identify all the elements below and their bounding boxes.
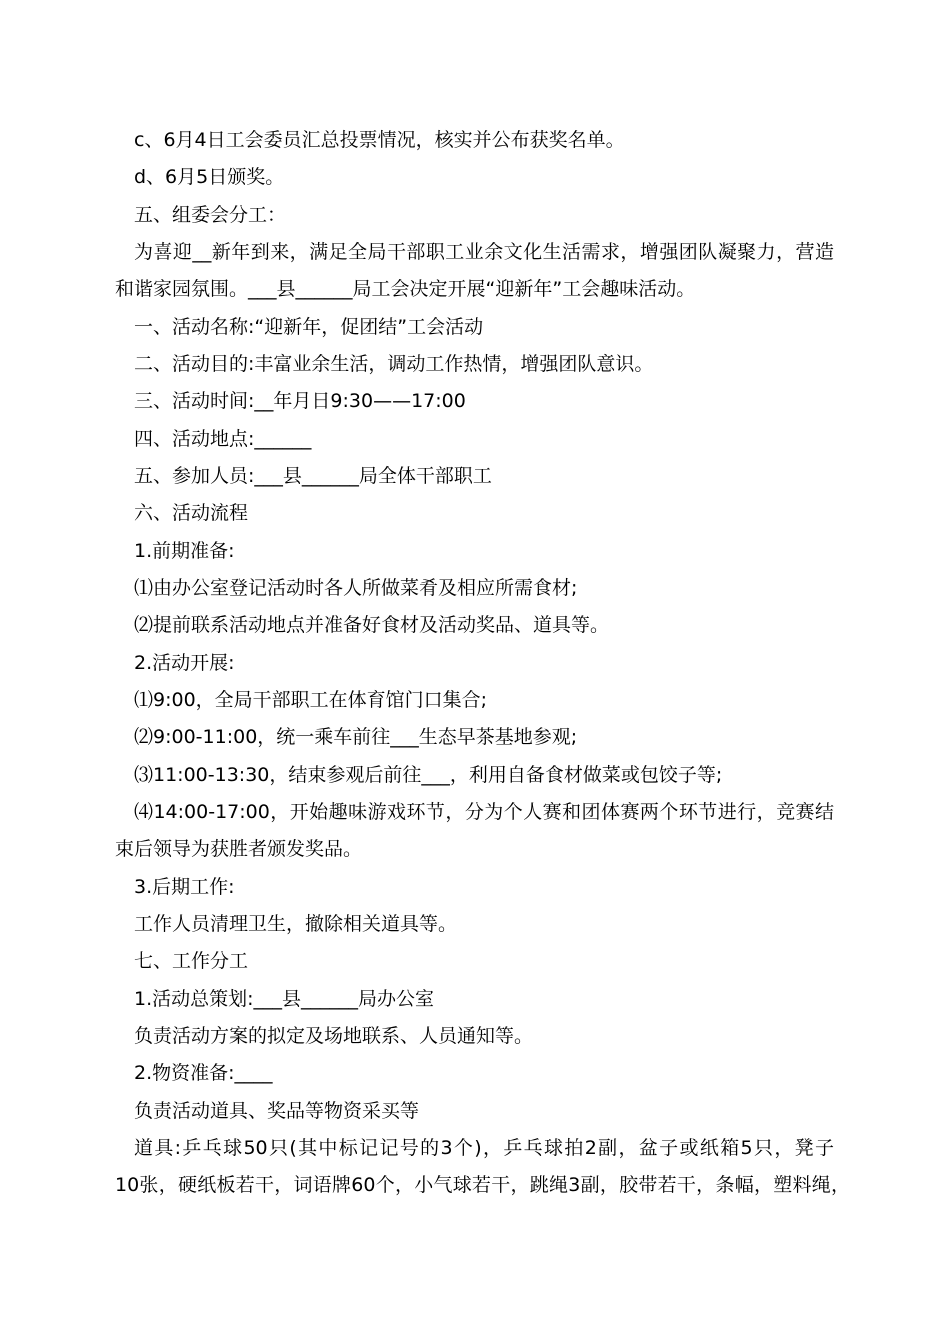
text-line: 为喜迎__新年到来，满足全局干部职工业余文化生活需求，增强团队凝聚力，营造 bbox=[134, 241, 834, 263]
text-line: 工作人员清理卫生，撤除相关道具等。 bbox=[134, 913, 458, 935]
list-item: ⑴9:00，全局干部职工在体育馆门口集合; bbox=[134, 689, 488, 711]
section-heading: 五、参加人员:___县______局全体干部职工 bbox=[134, 465, 492, 487]
subsection-heading: 3.后期工作: bbox=[134, 876, 235, 898]
text-line: 和谐家园氛围。___县______局工会决定开展“迎新年”工会趣味活动。 bbox=[115, 278, 696, 300]
subsection-heading: 1.活动总策划:___县______局办公室 bbox=[134, 988, 435, 1010]
text-line: 负责活动道具、奖品等物资采买等 bbox=[134, 1100, 420, 1122]
section-heading: 五、组委会分工： bbox=[134, 204, 287, 226]
section-heading: 七、工作分工 bbox=[134, 950, 249, 972]
text-line: 负责活动方案的拟定及场地联系、人员通知等。 bbox=[134, 1025, 534, 1047]
list-item: ⑵9:00-11:00，统一乘车前往___生态早茶基地参观; bbox=[134, 726, 578, 748]
text-line: d、6月5日颁奖。 bbox=[134, 166, 285, 188]
section-heading: 三、活动时间:__年月日9:30——17:00 bbox=[134, 390, 466, 412]
text-line: 束后领导为获胜者颁发奖品。 bbox=[115, 838, 363, 860]
subsection-heading: 1.前期准备: bbox=[134, 540, 235, 562]
list-item: ⑵提前联系活动地点并准备好食材及活动奖品、道具等。 bbox=[134, 614, 610, 636]
section-heading: 一、活动名称:“迎新年，促团结”工会活动 bbox=[134, 316, 484, 338]
list-item: ⑷14:00-17:00，开始趣味游戏环节，分为个人赛和团体赛两个环节进行，竞赛结 bbox=[134, 801, 834, 823]
list-item: ⑴由办公室登记活动时各人所做菜肴及相应所需食材; bbox=[134, 577, 578, 599]
text-line: c、6月4日工会委员汇总投票情况，核实并公布获奖名单。 bbox=[134, 129, 625, 151]
section-heading: 二、活动目的:丰富业余生活，调动工作热情，增强团队意识。 bbox=[134, 353, 654, 375]
text-line: 10张，硬纸板若干，词语牌60个，小气球若干，跳绳3副，胶带若干，条幅，塑料绳， bbox=[115, 1174, 850, 1196]
subsection-heading: 2.物资准备:____ bbox=[134, 1062, 273, 1084]
section-heading: 六、活动流程 bbox=[134, 502, 249, 524]
text-line: 道具:乒乓球50只(其中标记记号的3个)，乒乓球拍2副，盆子或纸箱5只，凳子 bbox=[134, 1137, 834, 1159]
section-heading: 四、活动地点:______ bbox=[134, 428, 312, 450]
list-item: ⑶11:00-13:30，结束参观后前往___，利用自备食材做菜或包饺子等; bbox=[134, 764, 723, 786]
subsection-heading: 2.活动开展: bbox=[134, 652, 235, 674]
